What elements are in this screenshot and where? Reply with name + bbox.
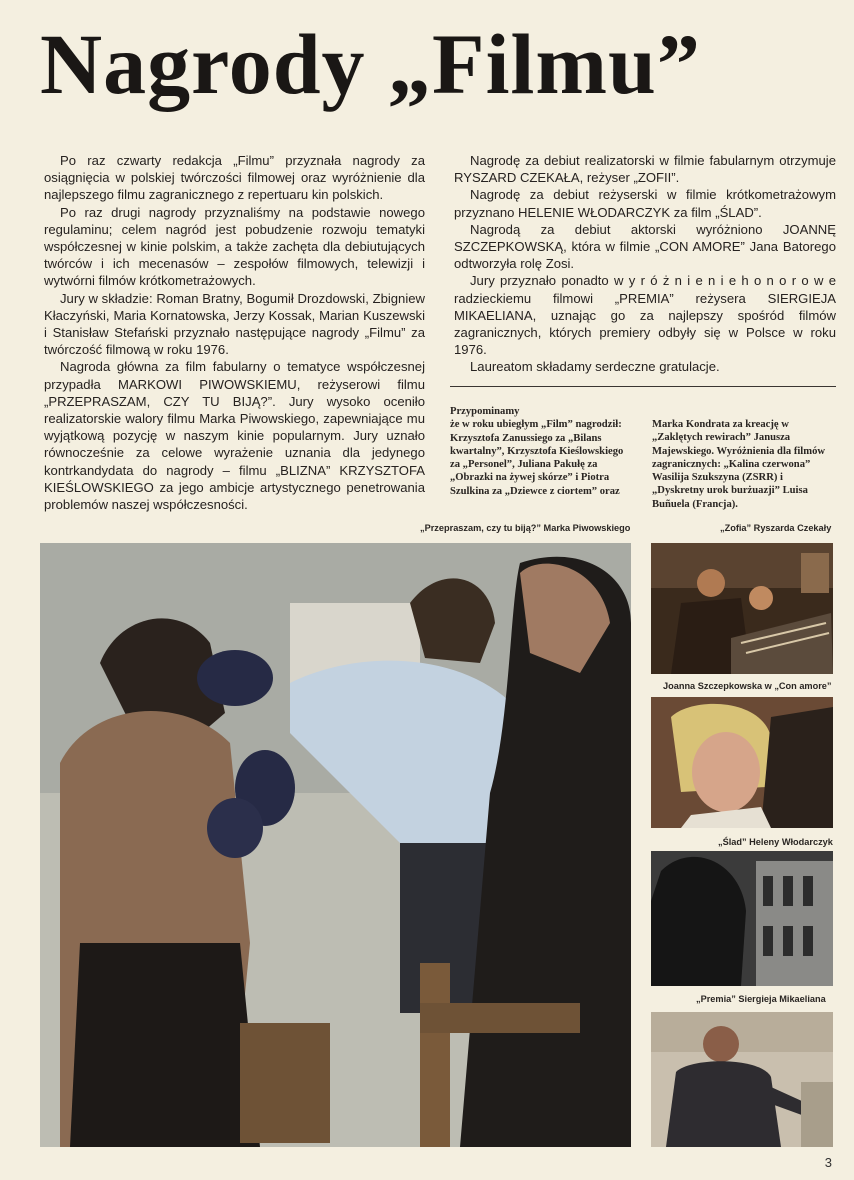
main-photo xyxy=(40,543,631,1147)
paragraph: Po raz czwarty redakcja „Filmu” przyznała nagrody za osiągnięcia w polskiej twórczości filmowej oraz wyróżnienie dla najlepszego filmu zagranicznego z repertuaru kin polskich. xyxy=(44,153,425,203)
article-right-column xyxy=(454,152,836,376)
page-title: Nagrody „Filmu” xyxy=(40,16,701,112)
page-number: 3 xyxy=(824,1155,832,1170)
note-text-left: że w roku ubiegłym „Film” nagrodził: Krzysztofa Zanussiego za „Bilans kwartalny”, Krzysztofa Kieślowskiego za „Personel”, Juliana Pakułę za „Obrazki na żywej skórze” i Piotra Szulkina za „Dziewce z ciortem” oraz xyxy=(450,419,624,497)
paragraph: Nagrodą za debiut aktorski wyróżniono JOANNĘ SZCZEPKOWSKĄ, która w filmie „CON AMORE” Jana Batorego odtworzyła rolę Zosi. xyxy=(454,221,836,272)
note-heading: Przypominamy xyxy=(450,406,520,417)
paragraph: Nagrodę za debiut realizatorski w filmie fabularnym otrzymuje RYSZARD CZEKAŁA, reżyser „ZOFII”. xyxy=(454,153,836,186)
photo-premia xyxy=(651,1012,833,1147)
note-text-right: Marka Kondrata za kreację w „Zaklętych rewirach” Janusza Majewskiego. Wyróżnienia dla filmów zagranicznych: „Kalina czerwona” Wasilija Szukszyna (ZSRR) i „Dyskretny urok burżuazji” Luisa Buñuela (Francja). xyxy=(652,419,826,510)
caption-main-photo: „Przepraszam, czy tu biją?” Marka Piwowskiego xyxy=(420,523,631,533)
caption-zofia: „Zofia” Ryszarda Czekały xyxy=(720,523,832,533)
note-left xyxy=(450,405,635,498)
caption-con-amore: Joanna Szczepkowska w „Con amore” xyxy=(663,681,832,691)
caption-premia: „Premia” Siergieja Mikaeliana xyxy=(696,994,826,1004)
divider xyxy=(450,386,836,387)
photo-zofia xyxy=(651,543,833,674)
paragraph: Jury przyznało ponadto w y r ó ż n i e n i e h o n o r o w e radzieckiemu filmowi „PREMIA” reżysera SIERGIEJA MIKAELIANA, uznając go za najlepszy spośród filmów zagranicznych, których premiery odbyły się w Polsce w roku 1976. xyxy=(454,273,836,358)
caption-slad: „Ślad” Heleny Włodarczyk xyxy=(718,837,833,847)
paragraph: Nagrodę za debiut reżyserski w filmie krótkometrażowym przyznano HELENIE WŁODARCZYK za film „ŚLAD”. xyxy=(454,187,836,220)
paragraph: Laureatom składamy serdeczne gratulacje. xyxy=(470,359,720,375)
paragraph: Po raz drugi nagrody przyznaliśmy na podstawie nowego regulaminu; celem nagród jest pobudzenie rozwoju tematyki współczesnej w kinie polskim, a także zachęta dla debiutujących twórców i ich mecenasów – zespołów filmowych, telewizji i wytwórni filmów krótkometrażowych. xyxy=(44,204,425,289)
article-left-column xyxy=(44,152,425,513)
paragraph: Nagroda główna za film fabularny o tematyce współczesnej przypadła MARKOWI PIWOWSKIEMU, reżyserowi filmu „PRZEPRASZAM, CZY TU BIJĄ?”. Jury wysoko oceniło realizatorskie walory filmu Marka Piwowskiego, zapewniające mu wyjątkową pozycję w naszym kinie popularnym. Jury uznało równocześnie za celowe wyrażenie uznania dla jedynego kontrkandydata do nagrody – filmu „BLIZNA” KRZYSZTOFA KIEŚLOWSKIEGO za jego ambicje artystycznego penetrowania problemów naszej współczesności. xyxy=(44,359,425,513)
paragraph: Jury w składzie: Roman Bratny, Bogumił Drozdowski, Zbigniew Kłaczyński, Maria Kornatowska, Jerzy Kossak, Marian Kuszewski i Stanisław Stefański przyznało następujące nagrody „Filmu” za twórczość filmową w roku 1976. xyxy=(44,290,425,358)
photo-con-amore xyxy=(651,697,833,828)
photo-slad xyxy=(651,851,833,986)
